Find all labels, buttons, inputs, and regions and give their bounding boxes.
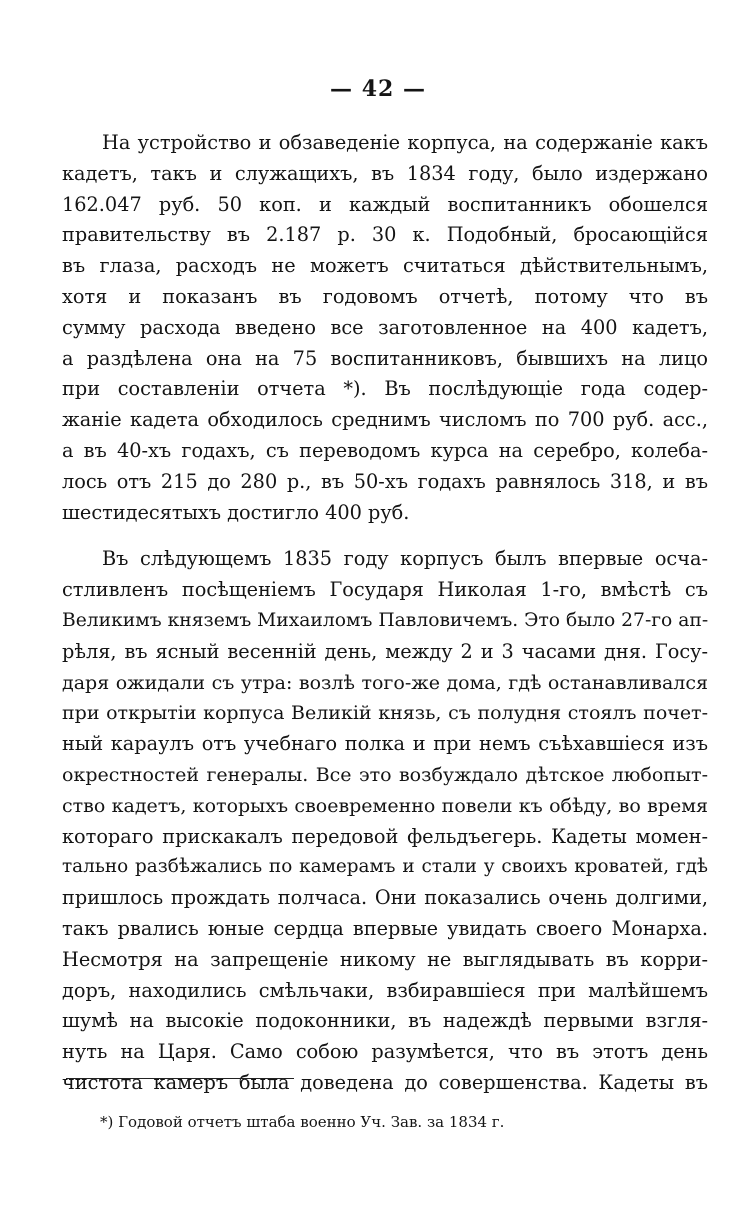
text-line: Несмотря на запрещенiе никому не выглядывать въ корри- <box>62 947 708 971</box>
text-line: а раздѣлена она на 75 воспитанниковъ, бывшихъ на лицо <box>62 346 708 370</box>
text-line: пришлось прождать полчаса. Они показались очень долгими, <box>62 886 708 910</box>
text-line: при составленiи отчета *). Въ послѣдующiе года содер- <box>62 377 708 401</box>
paragraph-2 <box>62 544 708 1098</box>
text-line: рѣля, въ ясный весеннiй день, между 2 и 3 часами дня. Госу- <box>62 639 708 663</box>
text-line: шестидесятыхъ достигло 400 руб. <box>62 500 410 524</box>
text-line: нуть на Царя. Само собою разумѣется, что въ этотъ день <box>62 1040 708 1064</box>
text-line: шумѣ на высокiе подоконники, въ надеждѣ первыми взгля- <box>62 1009 708 1033</box>
body-text <box>62 128 708 1099</box>
text-line: Въ слѣдующемъ 1835 году корпусъ былъ впервые осча- <box>102 547 708 571</box>
text-line: сумму расхода введено все заготовленное на 400 кадетъ, <box>62 315 708 339</box>
text-line: котораго прискакалъ передовой фельдъегерь. Кадеты момен- <box>62 824 708 848</box>
text-line: при открытiи корпуса Великiй князь, съ полудня стоялъ почет- <box>62 702 708 725</box>
text-line: стливленъ посѣщенiемъ Государя Николая 1-го, вмѣстѣ съ <box>62 578 708 602</box>
text-line: въ глаза, расходъ не можетъ считаться дѣйствительнымъ, <box>62 254 708 278</box>
text-line: доръ, находились смѣльчаки, взбиравшiеся при малѣйшемъ <box>62 978 708 1002</box>
page-number: — 42 — <box>330 76 426 102</box>
text-line: ство кадетъ, которыхъ своевременно повели къ обѣду, во время <box>62 794 708 817</box>
text-line: хотя и показанъ въ годовомъ отчетѣ, потому что въ <box>62 284 708 308</box>
text-line: тально разбѣжались по камерамъ и стали у своихъ кроватей, гдѣ <box>62 856 708 878</box>
footnote-divider <box>66 1078 294 1079</box>
text-line: ный караулъ отъ учебнаго полка и при немъ съѣхавшiеся изъ <box>62 732 708 756</box>
text-line: жанiе кадета обходилось среднимъ числомъ по 700 руб. асс., <box>62 408 708 432</box>
text-line: а въ 40-хъ годахъ, съ переводомъ курса на серебро, колеба- <box>62 438 708 462</box>
paragraph-1 <box>62 128 708 528</box>
text-line: кадетъ, такъ и служащихъ, въ 1834 году, было издержано <box>62 161 708 185</box>
text-line: чистота камеръ была доведена до совершенства. Кадеты въ <box>62 1070 708 1094</box>
text-line: Великимъ княземъ Михаиломъ Павловичемъ. Это было 27-го ап- <box>62 609 708 631</box>
text-line: правительству въ 2.187 р. 30 к. Подобный, бросающiйся <box>62 223 708 247</box>
text-line: 162.047 руб. 50 коп. и каждый воспитанникъ обошелся <box>62 192 708 216</box>
text-line: даря ожидали съ утра: возлѣ того-же дома, гдѣ останавливался <box>62 671 708 694</box>
text-line: окрестностей генералы. Все это возбуждало дѣтское любопыт- <box>62 763 708 786</box>
paragraph-gap <box>62 528 708 544</box>
footnote: *) Годовой отчетъ штаба военно Уч. Зав. за 1834 г. <box>100 1113 505 1131</box>
text-line: такъ рвались юные сердца впервые увидать своего Монарха. <box>62 916 708 940</box>
text-line: лось отъ 215 до 280 р., въ 50-хъ годахъ равнялось 318, и въ <box>62 469 708 493</box>
text-line: На устройство и обзаведенiе корпуса, на содержанiе какъ <box>102 131 708 154</box>
